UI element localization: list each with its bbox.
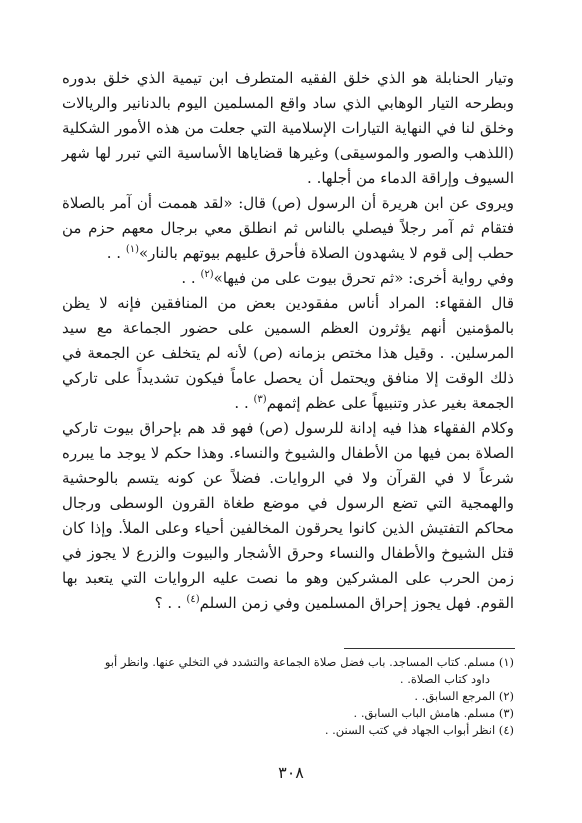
page-number: ٣٠٨ xyxy=(278,763,304,782)
footnotes xyxy=(62,654,514,739)
footnote-3: (٣) مسلم. هامش الباب السابق. . xyxy=(353,706,514,720)
paragraph-4-end: . . xyxy=(234,394,254,412)
footnote-ref-3: (٣) xyxy=(253,394,267,405)
paragraph-4 xyxy=(62,291,514,416)
paragraph-2-text: ويروى عن ابن هريرة أن الرسول (ص) قال: «لقد هممت أن آمر بالصلاة فتقام ثم آمر رجلاً فيصلي بالناس ثم انطلق معي برجال معهم حزم من حطب إلى قوم لا يشهدون الصلاة فأحرق عليهم بيوتهم بالنار» xyxy=(62,194,514,262)
paragraph-3-text: وفي رواية أخرى: «ثم تحرق بيوت على من فيها» xyxy=(213,269,514,287)
footnote-ref-2: (٢) xyxy=(200,269,214,280)
paragraph-2-end: . . xyxy=(106,244,126,262)
paragraph-1 xyxy=(62,66,514,191)
paragraph-5 xyxy=(62,416,514,616)
paragraph-5-text: وكلام الفقهاء هذا فيه إدانة للرسول (ص) فهو قد هم بإحراق بيوت تاركي الصلاة بمن فيها من الأطفال والشيوخ والنساء. وهذا حكم لا يوجد ما يبرره شرعاً لا في القرآن ولا في الروايات. فضلاً عن كونه يتسم بالوحشية والهمجية التي تضع الرسول في موضع طغاة القرون الوسطى ورجال محاكم التفتيش الذين كانوا يحرقون المخالفين أحياء وعلى الملأ. وإذا كان قتل الشيوخ والأطفال والنساء وحرق الأشجار والبيوت والزرع لا يجوز في زمن الحرب على المشركين وهو ما نصت عليه الروايات التي يتعبد بها القوم. فهل يجوز إحراق المسلمين وفي زمن السلم xyxy=(62,419,514,612)
paragraph-3-end: . . xyxy=(181,269,201,287)
footnote-1: (١) مسلم. كتاب المساجد. باب فضل صلاة الجماعة والتشدد في التخلي عنها. وانظر أبو xyxy=(104,655,514,669)
paragraph-5-end: . . ؟ xyxy=(154,594,187,612)
footnote-1-continued: داود كتاب الصلاة. . xyxy=(399,672,490,686)
footnote-2: (٢) المرجع السابق. . xyxy=(414,689,514,703)
footnote-4: (٤) انظر أبواب الجهاد في كتب السنن. . xyxy=(324,723,514,737)
paragraph-2 xyxy=(62,191,514,266)
paragraph-4-text: قال الفقهاء: المراد أناس مفقودين بعض من المنافقين فإنه لا يظن بالمؤمنين أنهم يؤثرون العظم السمين على حضور الجماعة مع سيد المرسلين. . وقيل هذا مختص بزمانه (ص) لأنه لم يتخلف عن الجمعة في ذلك الوقت إلا منافق ويحتمل أن يحصل عاماً فيكون تشديداً على تاركي الجمعة بغير عذر وتنبيهاً على عظم إثمهم xyxy=(62,294,514,412)
footnote-ref-1: (١) xyxy=(125,244,139,255)
paragraph-1-text: وتيار الحنابلة هو الذي خلق الفقيه المتطرف ابن تيمية الذي خلق بدوره وبطرحه التيار الوهابي الذي ساد واقع المسلمين اليوم بالدنانير والريالات وخلق لنا في النهاية التيارات الإسلامية التي جعلت من هذه الأمور الشكلية (اللذهب والصور والموسيقى) وغيرها قضاياها الأساسية التي تبرر لها شهر السيوف وإراقة الدماء من أجلها. . xyxy=(62,69,514,187)
footnote-ref-4: (٤) xyxy=(186,594,200,605)
footnote-divider xyxy=(344,648,515,649)
paragraph-3 xyxy=(62,266,514,291)
main-text xyxy=(62,66,514,616)
